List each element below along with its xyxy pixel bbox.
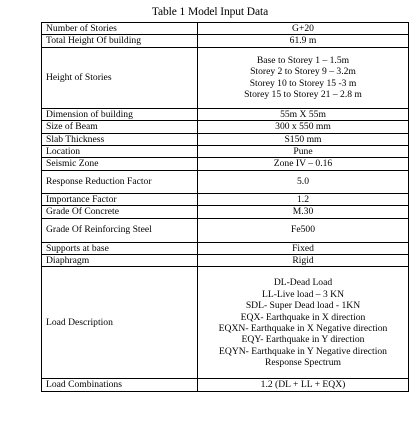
table-row — [42, 218, 409, 242]
table-row — [42, 379, 409, 391]
value-line: DL-Dead Load — [273, 277, 333, 289]
value-line: G+20 — [292, 23, 314, 34]
value-line: Storey 10 to Storey 15 -3 m — [249, 77, 357, 89]
parameter-cell: Slab Thickness — [42, 133, 198, 145]
parameter-cell: Response Reduction Factor — [42, 170, 198, 193]
value-line: Pune — [293, 146, 313, 158]
value-cell — [198, 108, 409, 120]
table-row — [42, 242, 409, 254]
table-row — [42, 255, 409, 267]
value-cell — [198, 146, 409, 158]
table-body — [42, 23, 409, 392]
value-cell — [198, 255, 409, 267]
parameter-cell: Size of Beam — [42, 121, 198, 133]
parameter-cell: Supports at base — [42, 242, 198, 254]
parameter-cell: Load Description — [42, 267, 198, 379]
value-cell — [198, 242, 409, 254]
value-line: Zone IV – 0.16 — [273, 158, 333, 170]
value-line: 61.9 m — [289, 35, 317, 47]
value-line: 1.2 (DL + LL + EQX) — [260, 379, 346, 391]
value-line: EQYN- Earthquake in Y Negative direction — [219, 345, 387, 357]
value-line: 1.2 — [297, 193, 309, 205]
value-line: SDL- Super Dead load - 1KN — [245, 300, 361, 312]
value-cell — [198, 218, 409, 242]
value-line: 5.0 — [297, 176, 309, 188]
parameter-cell: Importance Factor — [42, 193, 198, 205]
parameter-cell: Location — [42, 146, 198, 158]
parameter-cell: Grade Of Reinforcing Steel — [42, 218, 198, 242]
parameter-cell: Total Height Of building — [42, 35, 198, 47]
model-input-table — [41, 22, 409, 392]
table-row — [42, 108, 409, 120]
table-row — [42, 146, 409, 158]
value-line: EQXN- Earthquake in X Negative direction — [218, 322, 388, 334]
table-row — [42, 267, 409, 379]
value-line: 300 x 550 mm — [275, 121, 331, 133]
value-line: EQX- Earthquake in X direction — [240, 311, 366, 323]
value-line: Fixed — [292, 242, 314, 254]
value-line: Storey 15 to Storey 21 – 2.8 m — [244, 89, 362, 101]
value-line: Storey 2 to Storey 9 – 3.2m — [250, 66, 356, 78]
value-cell — [198, 379, 409, 391]
value-cell — [198, 47, 409, 108]
table-row — [42, 193, 409, 205]
table-row — [42, 23, 409, 35]
value-line: 55m X 55m — [280, 108, 326, 120]
table-row — [42, 35, 409, 47]
table-caption: Table 1 Model Input Data — [151, 6, 269, 18]
table-row — [42, 47, 409, 108]
parameter-cell: Number of Stories — [42, 23, 198, 35]
value-cell — [198, 133, 409, 145]
table-row — [42, 121, 409, 133]
value-line: M.30 — [292, 206, 314, 218]
value-cell — [198, 35, 409, 47]
parameter-cell: Seismic Zone — [42, 158, 198, 170]
value-line: LL-Live load – 3 KN — [261, 288, 345, 300]
parameter-cell: Dimension of building — [42, 108, 198, 120]
value-cell — [198, 206, 409, 218]
value-line: Base to Storey 1 – 1.5m — [256, 55, 350, 66]
parameter-cell: Height of Stories — [42, 47, 198, 108]
parameter-cell: Load Combinations — [42, 379, 198, 391]
value-cell — [198, 121, 409, 133]
parameter-cell: Grade Of Concrete — [42, 206, 198, 218]
value-line: Rigid — [292, 255, 314, 267]
value-cell — [198, 170, 409, 193]
parameter-cell: Diaphragm — [42, 255, 198, 267]
value-line: EQY- Earthquake in Y direction — [241, 334, 365, 346]
table-row — [42, 170, 409, 193]
value-line: Response Spectrum — [265, 357, 341, 369]
value-line: Fe500 — [291, 224, 315, 236]
value-cell — [198, 23, 409, 35]
value-cell — [198, 193, 409, 205]
value-cell — [198, 158, 409, 170]
value-line: S150 mm — [284, 133, 322, 145]
table-row — [42, 133, 409, 145]
value-cell — [198, 267, 409, 379]
table-row — [42, 206, 409, 218]
table-row — [42, 158, 409, 170]
